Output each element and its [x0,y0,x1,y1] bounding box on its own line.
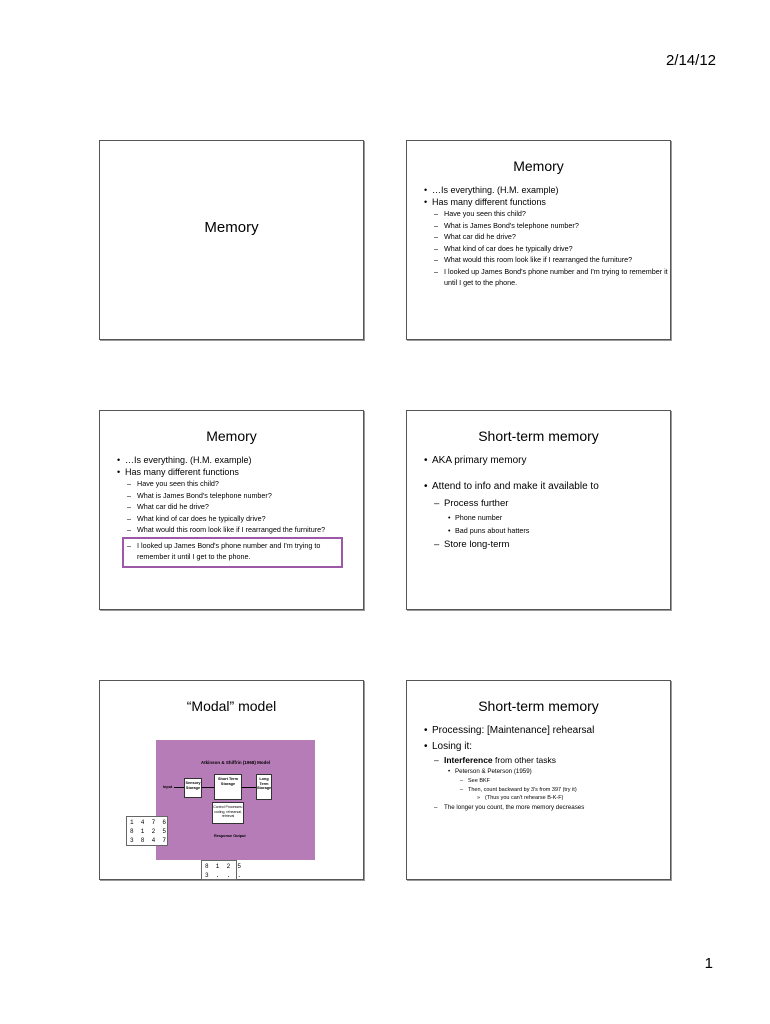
bullet: • …Is everything. (H.M. example) [100,454,363,466]
slide-title: Memory [206,428,257,444]
slide-4 [406,410,671,610]
sub-bullet: – What would this room look like if I rearranged the furniture? [407,254,670,266]
bullet: • AKA primary memory [407,454,670,468]
sub-bullet: – Have you seen this child? [407,208,670,220]
sub-bullet: – What car did he drive? [407,231,670,243]
bullet: • Has many different functions [407,196,670,208]
slide-5 [99,680,364,880]
short-term-storage-box: Short Term Storage [214,774,242,800]
level4-bullet: – See BKF [407,777,670,786]
sub-bullet: – What is James Bond's telephone number? [407,220,670,232]
bullet-list [407,184,670,289]
page-number: 1 [704,955,713,972]
slide-3 [99,410,364,610]
sub-bullet: – What kind of car does he typically drive? [407,243,670,255]
sub-bullet-rest: from other tasks [492,755,556,765]
long-term-storage-box: Long Term Storage [256,774,272,800]
level5-bullet: » (Thus you can't rehearse B-K-F) [407,794,670,803]
slide-title: “Modal” model [186,698,277,714]
sub-bullet: – The longer you count, the more memory decreases [407,803,670,813]
slide-title: Short-term memory [478,428,599,444]
slide-1 [99,140,364,340]
sub-sub-bullet: • Phone number [407,512,670,523]
diagram-title: Atkinson & Shiffrin (1968) Model [200,760,271,765]
sub-bullet: – Have you seen this child? [100,478,363,490]
recall-sequence-box: 8 1 2 5 3 . . . [201,860,237,880]
arrow [202,787,214,788]
sub-bullet-highlighted: – I looked up James Bond's phone number and I'm trying to remember it until I get to the phone. [124,540,341,563]
slide-2 [406,140,671,340]
level4-bullet: – Then, count backward by 3's from 397 (try it) [407,786,670,795]
slide-6 [406,680,671,880]
highlight-box [122,537,343,568]
interference-text: Interference [444,755,493,765]
bullet-list [407,724,670,813]
sub-bullet: – What car did he drive? [100,501,363,513]
sub-bullet: – I looked up James Bond's phone number and I'm trying to remember it until I get to the phone. [407,266,670,289]
response-output-label: Response Output [214,834,246,838]
sensory-storage-box: Sensory Storage [184,778,202,798]
slide-title: Memory [204,219,259,236]
slide-title: Memory [513,158,564,174]
bullet: • Processing: [Maintenance] rehearsal [407,724,670,738]
arrow [174,787,184,788]
input-label: Input [163,785,173,789]
modal-model-diagram [130,740,315,879]
bullet-list [100,454,363,536]
date-header: 2/14/12 [665,52,716,69]
bullet: • Has many different functions [100,466,363,478]
sub-bullet: – What kind of car does he typically drive? [100,513,363,525]
bullet: • …Is everything. (H.M. example) [407,184,670,196]
bullet-list [407,454,670,551]
sub-sub-bullet: • Bad puns about hatters [407,525,670,536]
spacer [407,468,670,480]
sub-sub-bullet: • Peterson & Peterson (1959) [407,767,670,777]
bullet: • Losing it: [407,740,670,754]
control-processes-box: Control Processes: coding, rehearsal, retrieval [212,802,244,824]
sub-bullet: – Store long-term [407,538,670,551]
bullet: • Attend to info and make it available to [407,480,670,494]
sub-bullet: – What would this room look like if I rearranged the furniture? [100,524,363,536]
arrow [242,787,256,788]
sub-bullet: – Process further [407,497,670,510]
slide-title: Short-term memory [478,698,599,714]
sub-bullet [407,754,670,767]
sub-bullet: – What is James Bond's telephone number? [100,490,363,502]
number-sequence-box: 1 4 7 6 8 1 2 5 3 8 4 7 [126,816,168,846]
